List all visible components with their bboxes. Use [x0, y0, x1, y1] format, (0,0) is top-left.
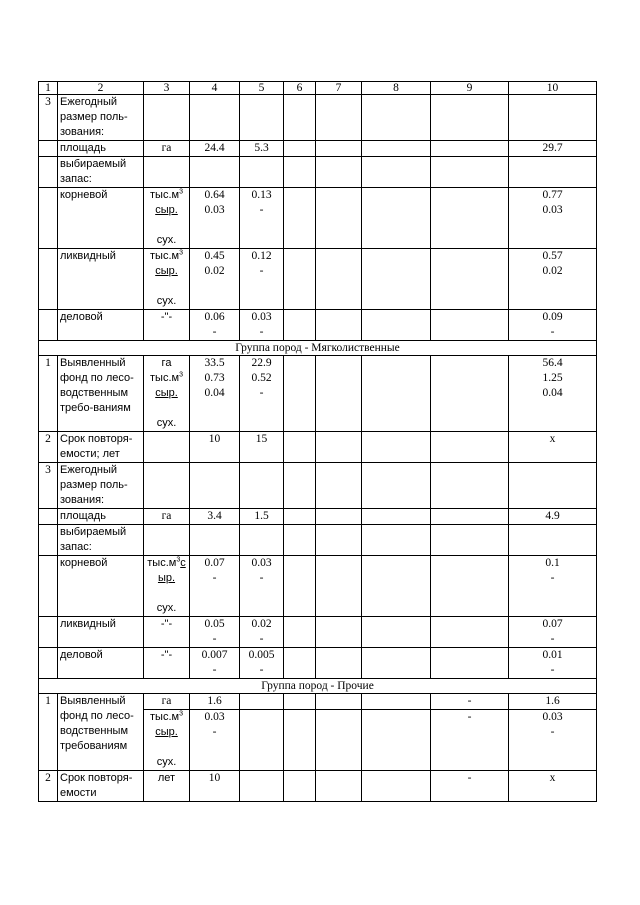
total-cell: 29.7: [509, 141, 597, 157]
value-cell: 0.03 -: [240, 310, 284, 341]
group-heading-row: [39, 679, 597, 694]
row-number: 1: [39, 356, 58, 432]
total-cell: 0.1 -: [509, 556, 597, 617]
value-cell: 1.6: [190, 694, 240, 710]
header-col-2: 2: [58, 82, 144, 95]
unit-cell: $тыс.м^3$ сыр. сух.: [144, 710, 190, 771]
value-cell: -: [431, 771, 509, 802]
table-row: [39, 157, 597, 188]
row-number: 2: [39, 771, 58, 802]
row-label: площадь: [58, 509, 144, 525]
row-number: 3: [39, 95, 58, 141]
row-label: выбираемый запас:: [58, 157, 144, 188]
row-label: ликвидный: [58, 617, 144, 648]
table-row: [39, 188, 597, 249]
group-heading-row: [39, 341, 597, 356]
value-cell: 0.007 -: [190, 648, 240, 679]
row-number: 1: [39, 694, 58, 771]
table-row: [39, 463, 597, 509]
total-cell: 0.03 -: [509, 710, 597, 771]
table-row: [39, 432, 597, 463]
unit-cell: $тыс.м^3$ сыр. сух.: [144, 249, 190, 310]
row-label: Выявленный фонд по лесо- водственным требо-ваниям: [58, 356, 144, 432]
row-label: корневой: [58, 556, 144, 617]
value-cell: 1.5: [240, 509, 284, 525]
row-label: Выявленный фонд по лесо- водственным требованиям: [58, 694, 144, 771]
row-label: корневой: [58, 188, 144, 249]
table-row: [39, 95, 597, 141]
value-cell: 5.3: [240, 141, 284, 157]
total-cell: 1.6: [509, 694, 597, 710]
unit-cell: га $тыс.м^3$ сыр. сух.: [144, 356, 190, 432]
unit-cell: -"-: [144, 310, 190, 341]
row-label: площадь: [58, 141, 144, 157]
table-row: [39, 509, 597, 525]
group-heading-other: Группа пород - Прочие: [39, 679, 597, 694]
unit-cell: $тыс.м^3с$ ыр. сух.: [144, 556, 190, 617]
table-row: [39, 525, 597, 556]
value-cell: -: [431, 710, 509, 771]
value-cell: 0.03 -: [190, 710, 240, 771]
header-row: [39, 82, 597, 95]
value-cell: 0.06 -: [190, 310, 240, 341]
total-cell: 56.4 1.25 0.04: [509, 356, 597, 432]
value-cell: 10: [190, 771, 240, 802]
unit-cell: $тыс.м^3$ сыр. сух.: [144, 188, 190, 249]
header-col-3: 3: [144, 82, 190, 95]
value-cell: 0.64 0.03: [190, 188, 240, 249]
value-cell: 0.005 -: [240, 648, 284, 679]
row-number: 2: [39, 432, 58, 463]
total-cell: x: [509, 771, 597, 802]
value-cell: 0.13 -: [240, 188, 284, 249]
forest-use-table: [38, 81, 597, 802]
value-cell: 33.5 0.73 0.04: [190, 356, 240, 432]
header-col-5: 5: [240, 82, 284, 95]
table-row: [39, 356, 597, 432]
unit-cell: лет: [144, 771, 190, 802]
total-cell: 0.01 -: [509, 648, 597, 679]
row-number: 3: [39, 463, 58, 509]
unit-cell: га: [144, 141, 190, 157]
table-row: [39, 249, 597, 310]
total-cell: 0.07 -: [509, 617, 597, 648]
group-heading-soft: Группа пород - Мягколиственные: [39, 341, 597, 356]
unit-cell: га: [144, 694, 190, 710]
row-label: Ежегодный размер поль- зования:: [58, 95, 144, 141]
value-cell: 3.4: [190, 509, 240, 525]
value-cell: 15: [240, 432, 284, 463]
header-col-8: 8: [362, 82, 431, 95]
header-col-6: 6: [284, 82, 316, 95]
total-cell: 4.9: [509, 509, 597, 525]
row-label: деловой: [58, 310, 144, 341]
value-cell: 24.4: [190, 141, 240, 157]
row-label: выбираемый запас:: [58, 525, 144, 556]
table-row: [39, 556, 597, 617]
row-label: Срок повторя- емости: [58, 771, 144, 802]
header-col-10: 10: [509, 82, 597, 95]
value-cell: -: [431, 694, 509, 710]
unit-cell: га: [144, 509, 190, 525]
total-cell: 0.57 0.02: [509, 249, 597, 310]
table-row: [39, 617, 597, 648]
value-cell: 10: [190, 432, 240, 463]
table-row: [39, 310, 597, 341]
table-row: [39, 771, 597, 802]
header-col-7: 7: [316, 82, 362, 95]
row-label: Ежегодный размер поль- зования:: [58, 463, 144, 509]
unit-cell: -"-: [144, 617, 190, 648]
table-row: [39, 648, 597, 679]
table-row: [39, 694, 597, 710]
row-label: Срок повторя- емости; лет: [58, 432, 144, 463]
value-cell: 0.05 -: [190, 617, 240, 648]
forest-use-table-sheet: [38, 81, 596, 802]
unit-cell: -"-: [144, 648, 190, 679]
value-cell: 0.02 -: [240, 617, 284, 648]
value-cell: 0.45 0.02: [190, 249, 240, 310]
total-cell: 0.77 0.03: [509, 188, 597, 249]
row-label: деловой: [58, 648, 144, 679]
total-cell: 0.09 -: [509, 310, 597, 341]
header-col-1: 1: [39, 82, 58, 95]
header-col-4: 4: [190, 82, 240, 95]
total-cell: x: [509, 432, 597, 463]
header-col-9: 9: [431, 82, 509, 95]
value-cell: 0.07 -: [190, 556, 240, 617]
table-row: [39, 141, 597, 157]
row-label: ликвидный: [58, 249, 144, 310]
value-cell: 0.03 -: [240, 556, 284, 617]
value-cell: 0.12 -: [240, 249, 284, 310]
value-cell: 22.9 0.52 -: [240, 356, 284, 432]
